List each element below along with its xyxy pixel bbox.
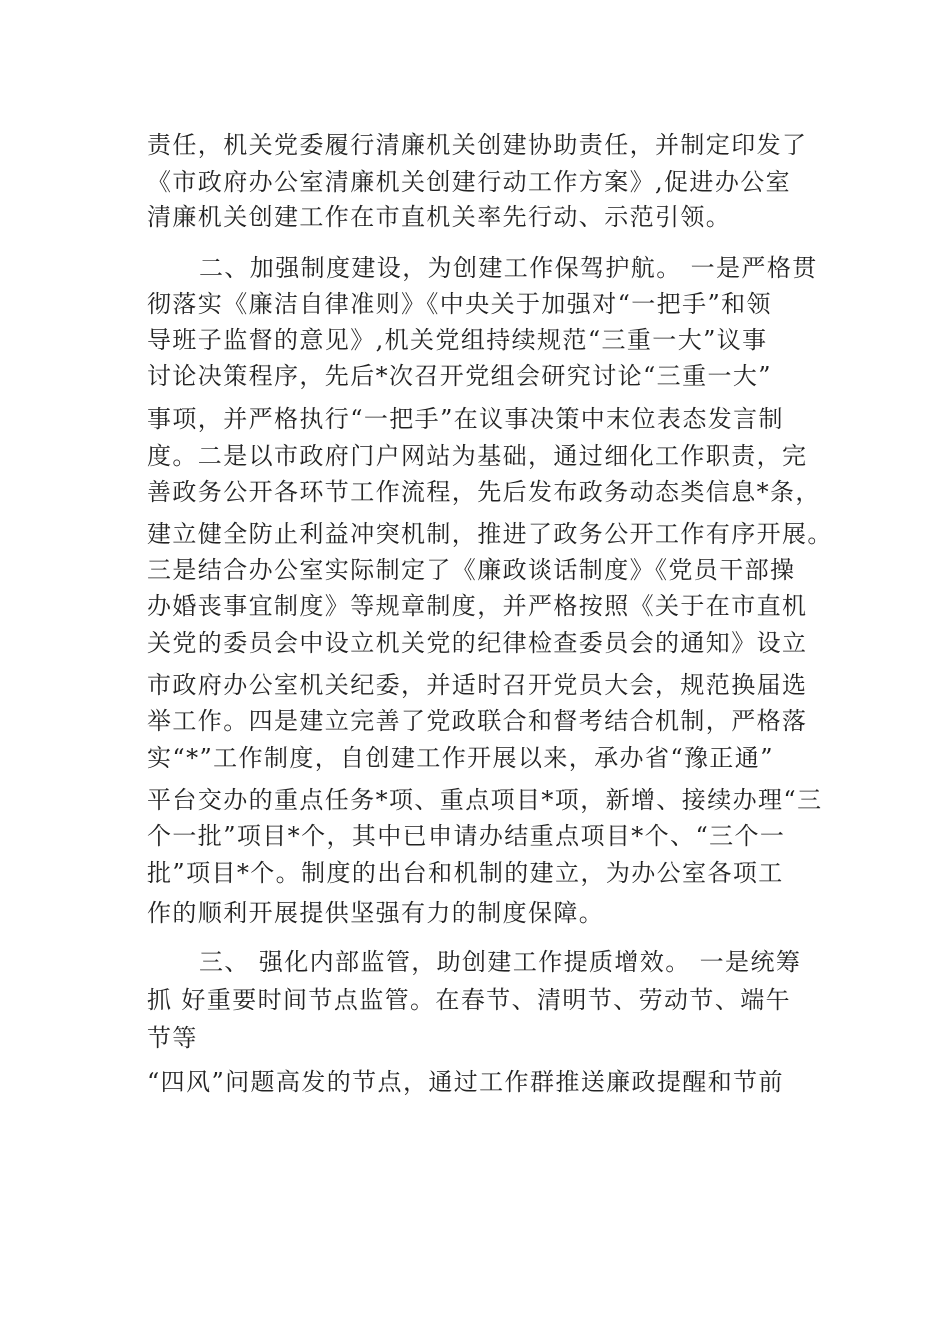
text-line: 三是结合办公室实际制定了《廉政谈话制度》《党员干部操	[147, 556, 796, 584]
text-line: 《市政府办公室清廉机关创建行动工作方案》,促进办公室	[147, 168, 792, 196]
text-line: 市政府办公室机关纪委，并适时召开党员大会，规范换届选	[147, 671, 808, 699]
text-line: 讨论决策程序，先后*次召开党组会研究讨论“三重一大”	[147, 362, 772, 390]
text-line: 抓 好重要时间节点监管。在春节、清明节、劳动节、端午	[147, 986, 792, 1014]
text-line: 办婚丧事宜制度》等规章制度，并严格按照《关于在市直机	[147, 592, 808, 620]
text-line: 作的顺利开展提供坚强有力的制度保障。	[147, 899, 605, 927]
text-line: 善政务公开各环节工作流程，先后发布政务动态类信息*条，	[147, 478, 821, 506]
text-line: 关党的委员会中设立机关党的纪律检查委员会的通知》设立	[147, 629, 808, 657]
text-line: 导班子监督的意见》,机关党组持续规范“三重一大”议事	[147, 326, 768, 354]
text-line: 事项，并严格执行“一把手”在议事决策中末位表态发言制	[147, 405, 784, 433]
text-line: 实“*”工作制度，自创建工作开展以来，承办省“豫正通”	[147, 744, 774, 772]
text-line: 个一批”项目*个，其中已申请办结重点项目*个、“三个一	[147, 822, 786, 850]
text-line: “四风”问题高发的节点，通过工作群推送廉政提醒和节前	[147, 1068, 784, 1096]
text-line: 清廉机关创建工作在市直机关率先行动、示范引领。	[147, 203, 732, 231]
text-line: 平台交办的重点任务*项、重点项目*项，新增、接续办理“三	[147, 786, 823, 814]
text-line: 度。二是以市政府门户网站为基础，通过细化工作职责，完	[147, 442, 808, 470]
text-line: 批”项目*个。制度的出台和机制的建立，为办公室各项工	[147, 859, 784, 887]
text-line: 举工作。四是建立完善了党政联合和督考结合机制，严格落	[147, 707, 808, 735]
text-line: 建立健全防止利益冲突机制，推进了政务公开工作有序开展。	[147, 520, 833, 548]
text-line: 节等	[147, 1024, 198, 1052]
section-heading-line: 二、加强制度建设，为创建工作保驾护航。 一是严格贯	[199, 254, 818, 282]
text-line: 责任，机关党委履行清廉机关创建协助责任，并制定印发了	[147, 131, 808, 159]
section-heading-line: 三、 强化内部监管，助创建工作提质增效。 一是统筹	[199, 948, 802, 976]
text-line: 彻落实《廉洁自律准则》《中央关于加强对“一把手”和领	[147, 290, 772, 318]
